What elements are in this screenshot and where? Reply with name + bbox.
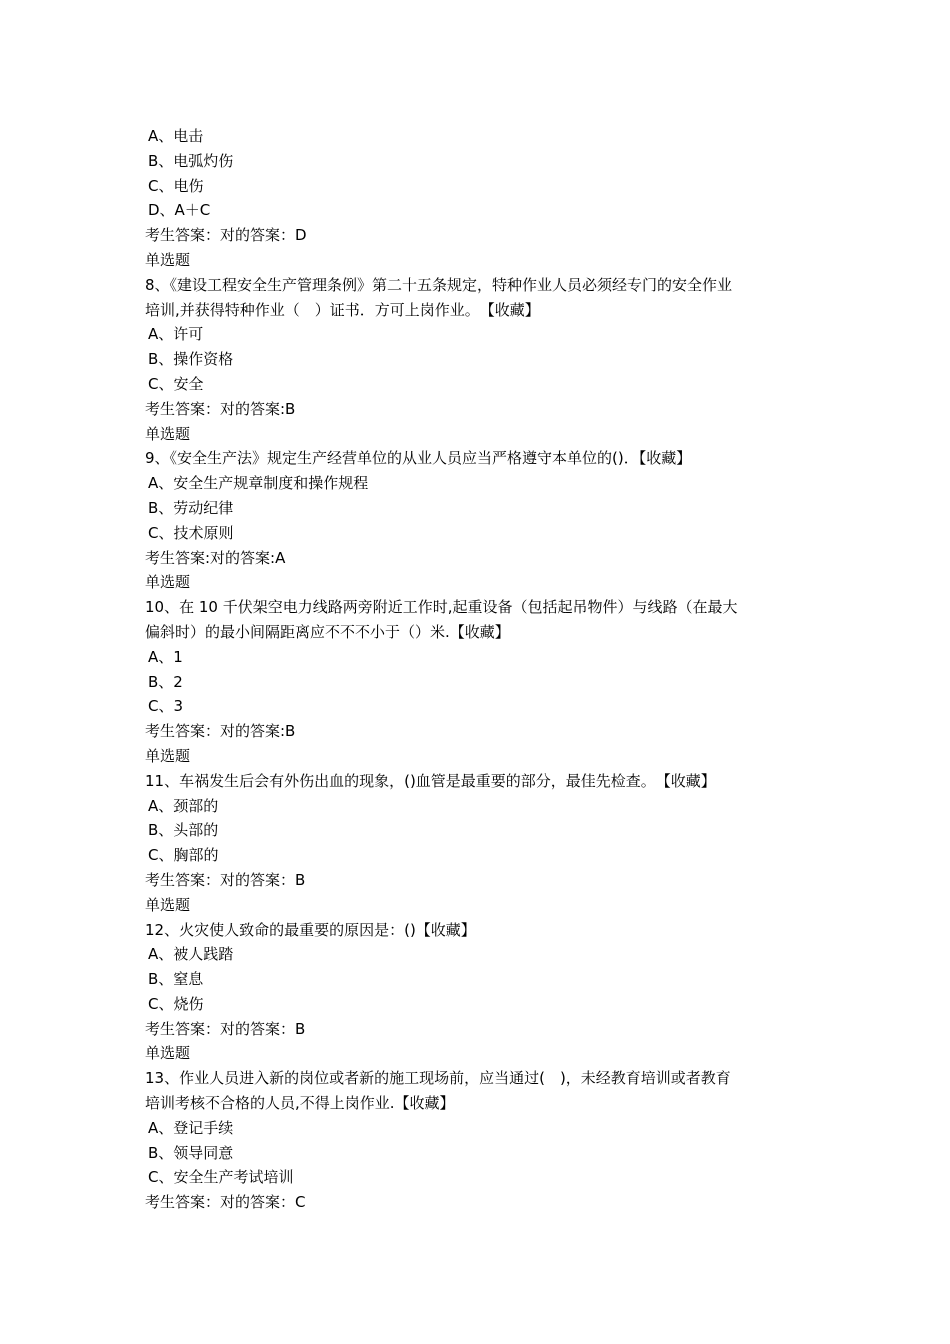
answer-option: C、3 <box>148 697 184 716</box>
answer-option: B、头部的 <box>148 821 219 840</box>
question-type-label: 单选题 <box>145 746 191 765</box>
question-text: 10、在 10 千伏架空电力线路两旁附近工作时,起重设备（包括起吊物件）与线路（在最大 <box>145 598 738 617</box>
question-text: 培训,并获得特种作业（ ）证书．方可上岗作业。 【收藏】 <box>145 300 540 319</box>
answer-option: C、安全生产考试培训 <box>148 1168 294 1187</box>
answer-option: A、登记手续 <box>148 1118 234 1137</box>
answer-key: 考生答案:对的答案:A <box>145 548 286 567</box>
question-type-label: 单选题 <box>145 424 191 443</box>
question-type-label: 单选题 <box>145 573 191 592</box>
answer-key: 考生答案：对的答案:B <box>145 399 296 418</box>
answer-option: B、电弧灼伤 <box>148 151 234 170</box>
answer-key: 考生答案：对的答案：C <box>145 1193 306 1212</box>
answer-option: A、被人践踏 <box>148 945 234 964</box>
question-type-label: 单选题 <box>145 250 191 269</box>
answer-option: B、劳动纪律 <box>148 498 234 517</box>
question-text: 12、火灾使人致命的最重要的原因是：()【收藏】 <box>145 920 476 939</box>
answer-option: A、安全生产规章制度和操作规程 <box>148 474 369 493</box>
question-text: 9、《安全生产法》规定生产经营单位的从业人员应当严格遵守本单位的()．【收藏】 <box>145 449 692 468</box>
answer-option: B、2 <box>148 672 183 691</box>
answer-option: B、窒息 <box>148 970 204 989</box>
answer-option: A、颈部的 <box>148 796 219 815</box>
question-text: 8、《建设工程安全生产管理条例》第二十五条规定，特种作业人员必须经专门的安全作业 <box>145 275 733 294</box>
answer-option: B、领导同意 <box>148 1143 234 1162</box>
answer-key: 考生答案：对的答案：B <box>145 1019 306 1038</box>
answer-option: C、胸部的 <box>148 846 219 865</box>
question-type-label: 单选题 <box>145 1044 191 1063</box>
question-text: 偏斜时）的最小间隔距离应不不不小于（）米.【收藏】 <box>145 622 510 641</box>
answer-key: 考生答案：对的答案:B <box>145 722 296 741</box>
answer-option: C、技术原则 <box>148 523 234 542</box>
question-type-label: 单选题 <box>145 895 191 914</box>
answer-option: C、电伤 <box>148 176 204 195</box>
answer-option: A、许可 <box>148 325 204 344</box>
answer-option: A、电击 <box>148 127 204 145</box>
answer-option: B、操作资格 <box>148 350 234 369</box>
answer-key: 考生答案：对的答案：B <box>145 870 306 889</box>
question-text: 13、作业人员进入新的岗位或者新的施工现场前，应当通过( )，未经教育培训或者教育 <box>145 1069 731 1088</box>
answer-key: 考生答案：对的答案：D <box>145 226 307 245</box>
answer-option: C、烧伤 <box>148 994 204 1013</box>
document-page <box>145 124 815 1215</box>
answer-option: A、1 <box>148 647 183 666</box>
question-text: 培训考核不合格的人员,不得上岗作业.【收藏】 <box>145 1094 455 1113</box>
answer-option: C、安全 <box>148 374 204 393</box>
answer-option: D、A＋C <box>148 201 211 220</box>
question-text: 11、车祸发生后会有外伤出血的现象，()血管是最重要的部分，最佳先检查。 【收藏】 <box>145 771 716 790</box>
